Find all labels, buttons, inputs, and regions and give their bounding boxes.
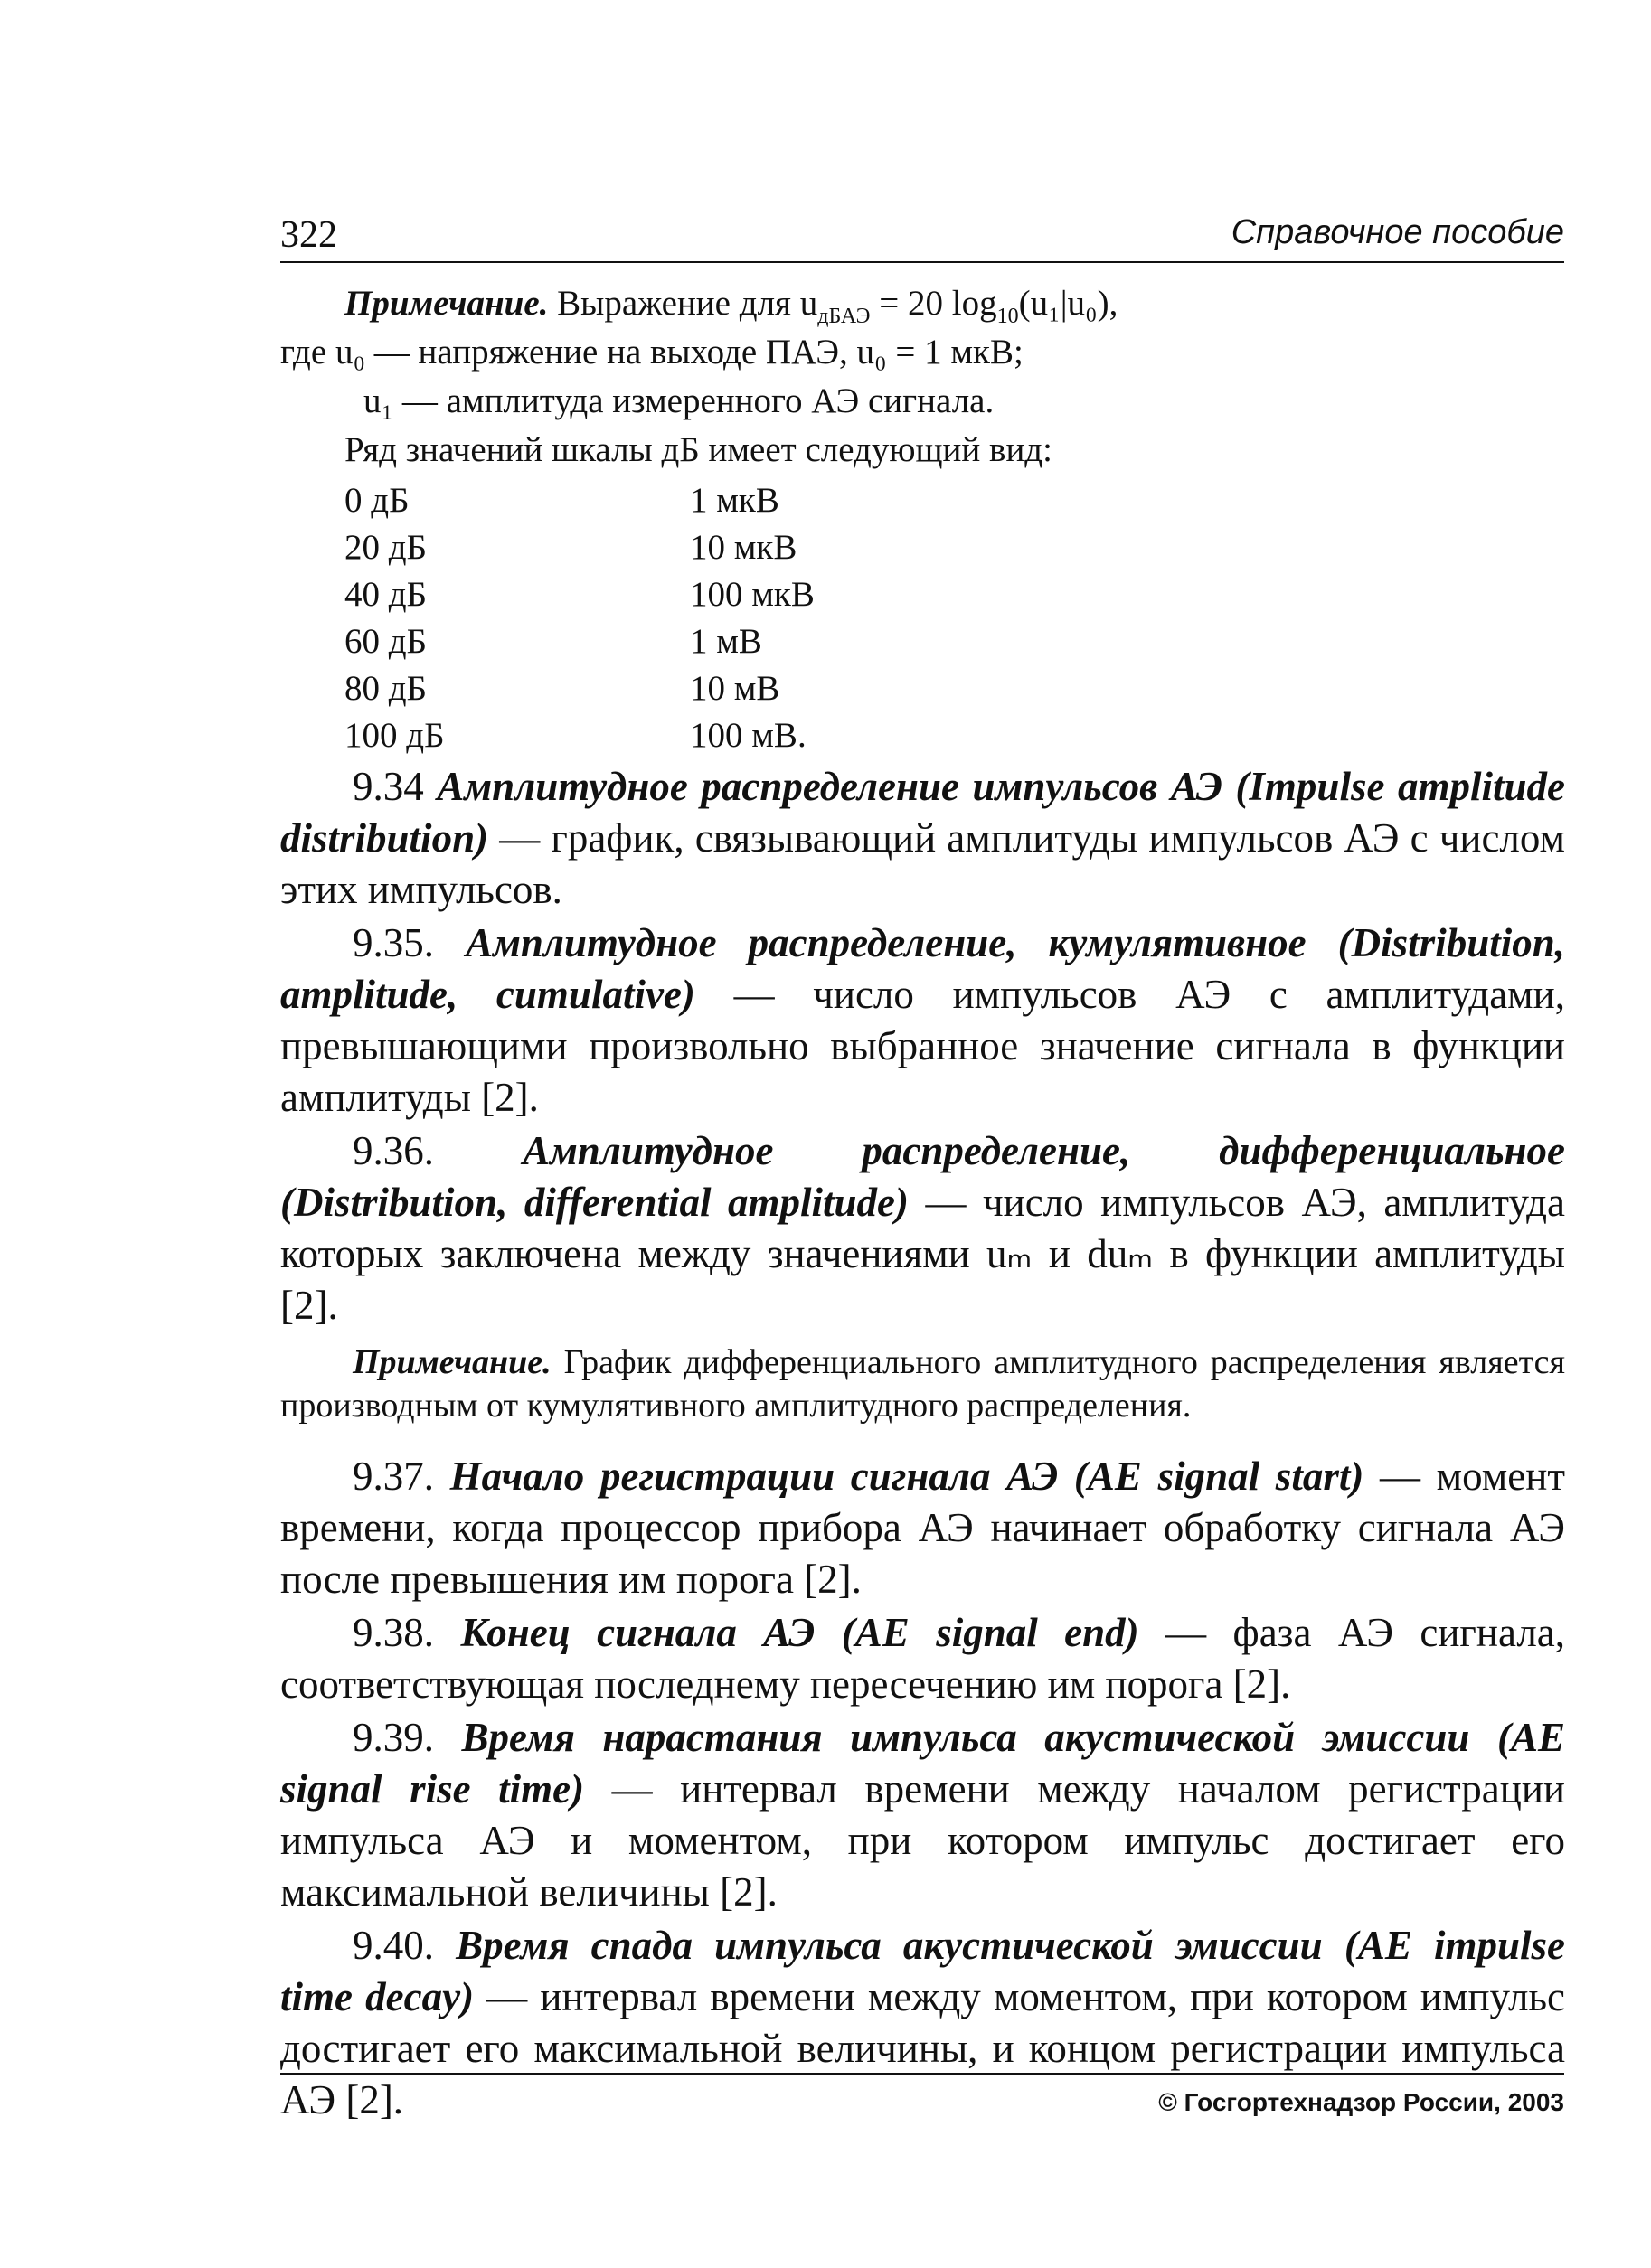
entry-definition: — график, связывающий амплитуды импульсов АЭ с числом этих импульсов. [280,815,1565,912]
note-text: График дифференциального амплитудного распределения является производным от кумулятивного амплитудного распределения. [280,1343,1565,1425]
formula-subscript-log: 10 [996,304,1019,328]
scale-db: 80 дБ [344,669,427,708]
scale-voltage: 1 мВ [690,622,762,661]
entry-definition: — число импульсов АЭ, амплитуда которых заключена между значениями uₘ и duₘ в функции амплитуды [2]. [280,1180,1566,1328]
entry-definition: — интервал времени между началом регистрации импульса АЭ и моментом, при котором импульс достигает его максимальной величины [2]. [280,1766,1565,1915]
header-rule [280,261,1564,263]
entry-number: 9.39. [353,1715,462,1760]
note-label: Примечание. [344,284,549,323]
entry-definition: — момент времени, когда процессор прибора АЭ начинает обработку сигнала АЭ после превышения им порога [2]. [280,1454,1565,1602]
note-formula-rest: = 20 log [870,284,997,323]
entry-9-37 [280,1451,1565,1605]
scale-voltage: 100 мкВ [690,575,815,614]
note-scale-intro: Ряд значений шкалы дБ имеет следующий вид: [344,430,1052,469]
page-number: 322 [280,214,337,256]
note-where-u1: u₁ — амплитуда измеренного АЭ сигнала. [363,381,995,420]
note-label: Примечание. [353,1343,552,1381]
entry-number: 9.38. [353,1610,461,1655]
entry-9-38 [280,1607,1565,1710]
footer-copyright: © Госгортехнадзор России, 2003 [1158,2088,1564,2116]
note-formula-text: Выражение для u [557,284,818,323]
scale-voltage: 1 мкВ [690,481,779,520]
scale-db: 100 дБ [344,716,445,755]
entry-number: 9.35. [353,920,467,965]
entry-definition: — фаза АЭ сигнала, соответствующая последнему пересечению им порога [2]. [280,1610,1565,1707]
entry-term: Начало регистрации сигнала АЭ (AE signal start) [449,1454,1364,1499]
note-where-u0: где u₀ — напряжение на выходе ПАЭ, u₀ = 1 мкВ; [280,333,1024,372]
scale-db: 40 дБ [344,575,427,614]
entry-number: 9.40. [353,1923,457,1968]
entry-definition: — число импульсов АЭ с амплитудами, превышающими произвольно выбранное значение сигнала в функции амплитуды [2]. [280,972,1565,1120]
entry-term: Конец сигнала АЭ (AE signal end) [460,1610,1139,1655]
entry-number: 9.34 [353,764,438,809]
footer-rule [280,2073,1564,2075]
entry-term: Амплитудное распределение импульсов АЭ (Impulse amplitude distribution) [280,764,1566,861]
entry-9-34 [280,761,1565,916]
scale-db: 60 дБ [344,622,427,661]
entry-term: Время спада импульса акустической эмиссии (AE impulse time decay) [280,1923,1566,2019]
entry-9-39 [280,1712,1565,1918]
scale-voltage: 100 мВ. [690,716,807,755]
entry-term: Амплитудное распределение, кумулятивное (Distribution, amplitude, cumulative) [280,920,1565,1017]
entry-note [280,1341,1565,1427]
entry-9-35 [280,918,1565,1124]
scale-db: 0 дБ [344,481,410,520]
entry-number: 9.36. [353,1128,523,1173]
glossary-entries [280,761,1565,2128]
entry-term: Время нарастания импульса акустической эмиссии (AE signal rise time) [280,1715,1565,1812]
formula-subscript: дБАЭ [817,304,871,328]
entry-definition: — интервал времени между моментом, при котором импульс достигает его максимальной величины, и концом регистрации импульса АЭ [2]. [280,1974,1565,2122]
note-formula-end: (u₁|u₀), [1018,284,1118,323]
entry-term: Амплитудное распределение, дифференциальное (Distribution, differential amplitude) [280,1128,1565,1225]
running-header-title: Справочное пособие [1231,213,1564,251]
scale-voltage: 10 мкВ [690,528,797,567]
entry-number: 9.37. [353,1454,450,1499]
scale-db: 20 дБ [344,528,427,567]
scale-voltage: 10 мВ [690,669,780,708]
entry-9-36 [280,1125,1565,1332]
